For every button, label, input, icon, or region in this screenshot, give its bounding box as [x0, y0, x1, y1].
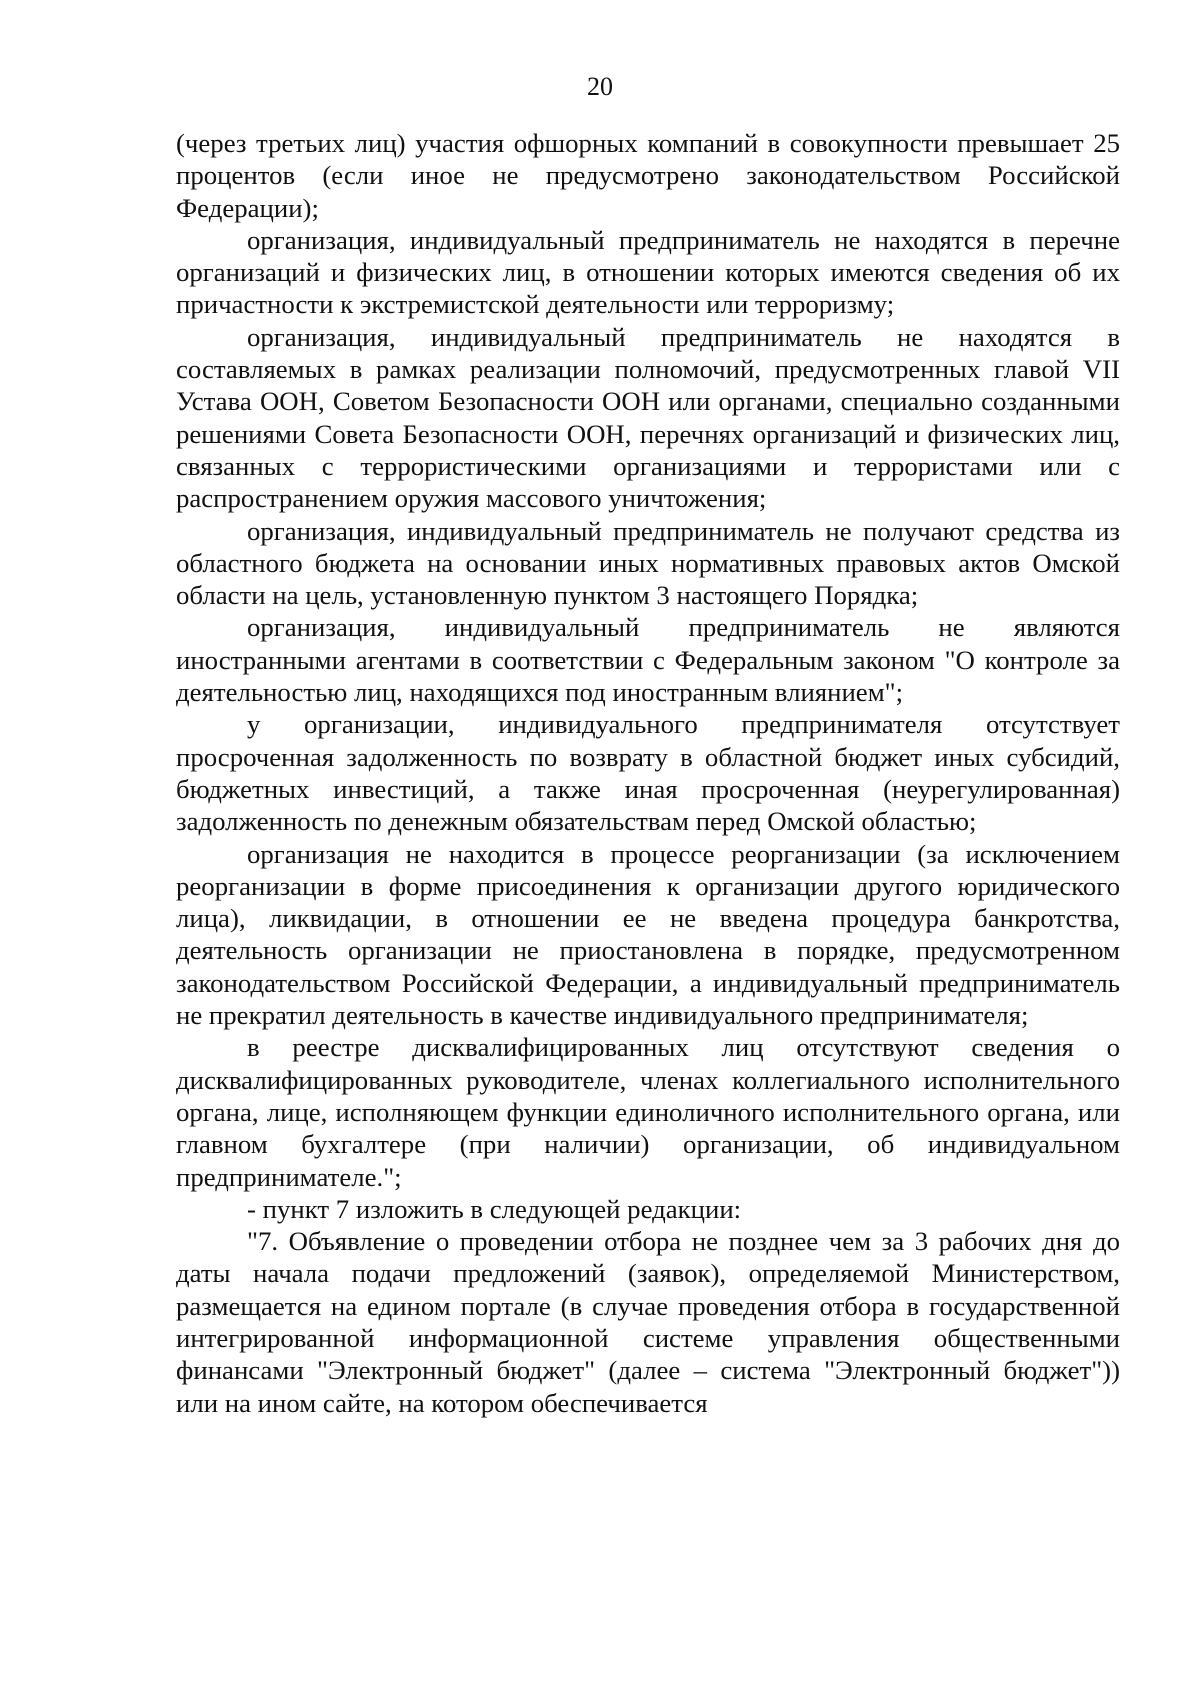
paragraph-extremism-list: организация, индивидуальный предприниматель не находятся в перечне организаций и физических лиц, в отношении которых имеются сведения об их причастности к экстремистской деятельности или терроризму; [176, 224, 1120, 320]
paragraph-clause-7-text: "7. Объявление о проведении отбора не позднее чем за 3 рабочих дня до даты начала подачи предложений (заявок), определяемой Министерством, размещается на едином портале (в случае проведения отбора в государственной интегрированной информационной системе управления общественными финансами "Электронный бюджет" (далее – система "Электронный бюджет")) или на ином сайте, на котором обеспечивается [176, 1226, 1120, 1418]
paragraph-clause-7-intro: - пункт 7 изложить в следующей редакции: [247, 1193, 742, 1224]
document-body [176, 127, 1120, 1419]
paragraph-disqualified-persons-registry: в реестре дисквалифицированных лиц отсутствуют сведения о дисквалифицированных руководителе, членах коллегиального исполнительного органа, лице, исполняющем функции единоличного исполнительного органа, или главном бухгалтере (при наличии) организации, об индивидуальном предпринимателе."; [176, 1032, 1120, 1192]
paragraph-no-reorganization: организация не находится в процессе реорганизации (за исключением реорганизации в форме присоединения к организации другого юридического лица), ликвидации, в отношении ее не введена процедура банкротства, деятельность организации не приостановлена в порядке, предусмотренном законодательством Российской Федерации, а индивидуальный предприниматель не прекратил деятельность в качестве индивидуального предпринимателя; [176, 838, 1120, 1031]
paragraph-un-security-council-lists: организация, индивидуальный предприниматель не находятся в составляемых в рамках реализации полномочий, предусмотренных главой VII Устава ООН, Советом Безопасности ООН или органами, специально созданными решениями Совета Безопасности ООН, перечнях организаций и физических лиц, связанных с террористическими организациями и террористами или с распространением оружия массового уничтожения; [176, 321, 1120, 514]
paragraph-no-other-regional-funds: организация, индивидуальный предприниматель не получают средства из областного бюджета на основании иных нормативных правовых актов Омской области на цель, установленную пунктом 3 настоящего Порядка; [176, 515, 1120, 611]
paragraph-offshore-continuation: (через третьих лиц) участия офшорных компаний в совокупности превышает 25 процентов (если иное не предусмотрено законодательством Российской Федерации); [176, 128, 1120, 223]
page-number: 20 [587, 72, 613, 101]
paragraph-not-foreign-agents: организация, индивидуальный предприниматель не являются иностранными агентами в соответствии с Федеральным законом "О контроле за деятельностью лиц, находящихся под иностранным влиянием"; [176, 612, 1120, 708]
paragraph-no-overdue-debt: у организации, индивидуального предпринимателя отсутствует просроченная задолженность по возврату в областной бюджет иных субсидий, бюджетных инвестиций, а также иная просроченная (неурегулированная) задолженность по денежным обязательствам перед Омской областью; [176, 709, 1120, 837]
